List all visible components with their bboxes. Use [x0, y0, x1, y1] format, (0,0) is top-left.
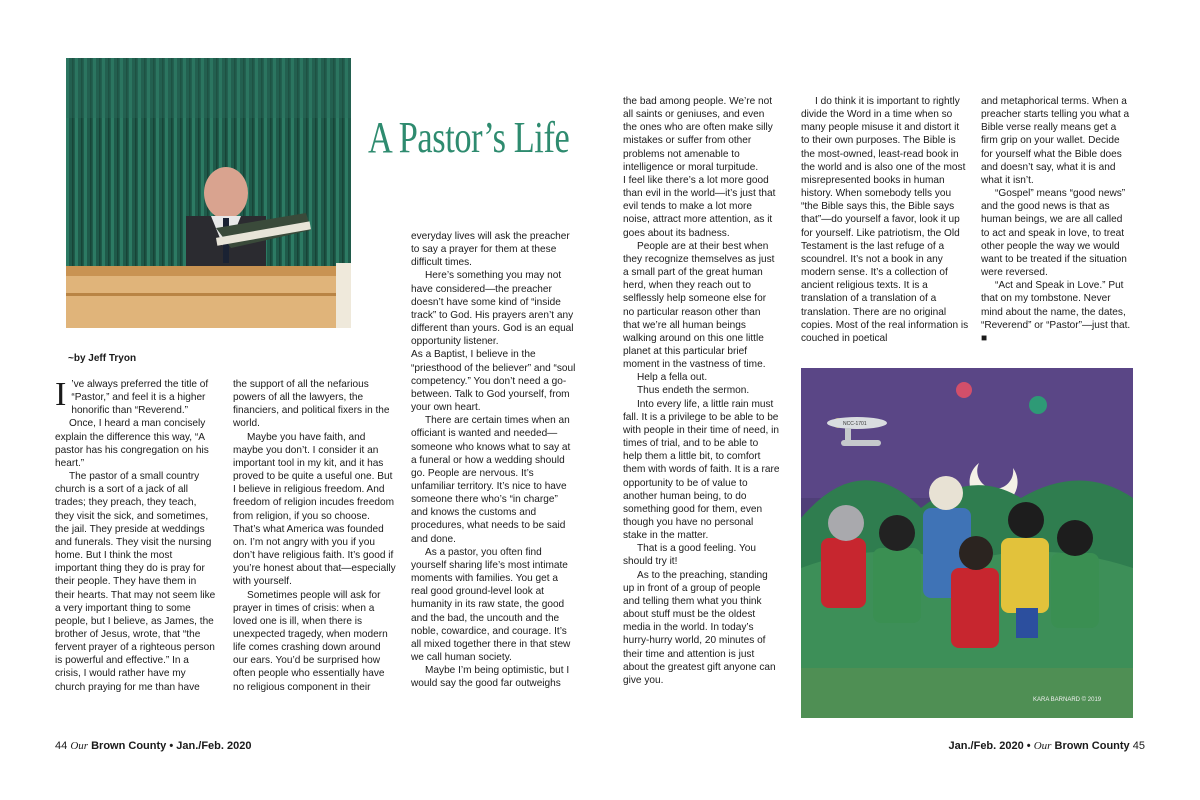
paragraph: Sometimes people will ask for prayer in times of crisis: when a loved one is ill, when there is unexpected tragedy, when modern life comes crashing down around our ears. You’d be surprised how often people who essentially have no religious component in their	[233, 589, 388, 693]
painting-signature: KARA BARNARD © 2019	[1033, 697, 1102, 703]
magazine-our-left: Our	[70, 740, 89, 752]
pastor-photo	[66, 58, 351, 328]
paragraph: Here’s something you may not have considered—the preacher doesn’t have some kind of “inside track” to God. His prayers aren’t any different than yours. God is an equal opportunity listener.	[411, 270, 574, 348]
column-4	[623, 95, 780, 687]
paragraph: the support of all the nefarious powers of all the lawyers, the financiers, and political fixers in the world.	[233, 379, 390, 430]
page-number-right: 45	[1132, 740, 1145, 752]
paragraph: As to the preaching, standing up in front of a group of people and telling them what you think about stuff must be the oldest media in the world. In today’s hurry-hurry world, 20 minutes of their time and attention is just about the greatest gift anyone can give you.	[623, 569, 776, 686]
byline: ~by Jeff Tryon	[68, 353, 137, 364]
paragraph: Once, I heard a man concisely explain the difference this way, “A pastor has his congregation on his heart.”	[55, 418, 209, 469]
footer-right	[949, 740, 1145, 752]
article-title: A Pastor’s Life	[368, 113, 570, 162]
magazine-name-left: Brown County	[91, 740, 167, 752]
paragraph: Maybe I’m being optimistic, but I would say the good far outweighs	[411, 665, 570, 690]
paragraph: “Gospel” means “good news” and the good news is that as human beings, we are all called to act and speak in love, to treat other people the way we would want to be treated if the situation were reversed.	[981, 188, 1127, 279]
paragraph: There are certain times when an officiant is wanted and needed—someone who knows what to say at a funeral or how a wedding should go. People are nervous. It’s unfamiliar territory. It’s nice to have someone there who’s “in charge” and knows the customs and procedures, what needs to be said and done.	[411, 415, 571, 545]
paragraph: Help a fella out.	[637, 372, 708, 384]
paragraph: everyday lives will ask the preacher to say a prayer for them at these difficult times.	[411, 231, 570, 269]
paragraph: As a Baptist, I believe in the “priesthood of the believer” and “soul competency.” You don’t need a go-between. Talk to God yourself, from your own heart.	[411, 349, 576, 414]
paragraph: I feel like there’s a lot more good than evil in the world—it’s just that evil tends to make a lot more noise, attract more attention, as it goes about its badness.	[623, 174, 776, 239]
star-trek-cats-painting	[801, 368, 1133, 718]
paragraph: People are at their best when they recognize themselves as just a small part of the great human herd, when they reach out to selflessly help someone else for no particular reason other than that we’re all human beings walking around on this one little planet at this particular brief moment in the vastness of time.	[623, 240, 775, 371]
magazine-our-right: Our	[1033, 740, 1052, 752]
column-5	[801, 95, 969, 345]
paragraph: The pastor of a small country church is a sort of a jack of all trades; they preach, they teach, they visit the sick, and sometimes, the jail. They preside at weddings and funerals. They visit the nursing home. But I think the most important thing they do is pray for their people. They have them in their hearts. That may not seem like a very important thing to some people, but I believe, as James, the brother of Jesus, wrote, that “the fervent prayer of a righteous person is powerful and effective.” In a crisis, I would rather have my church praying for me than have	[55, 471, 216, 693]
paragraph: Maybe you have faith, and maybe you don’t. I consider it an important tool in my kit, and it has proved to be quite a useful one. But I believe in religious freedom. And freedom of religion incudes freedom from religion, if you so choose. That’s what America was founded on. I’m not angry with you if you don’t have religious faith. It’s good if you’re honest about that—especially with yourself.	[233, 431, 396, 588]
drop-cap: I	[55, 376, 67, 413]
ship-label: NCC-1701	[843, 421, 867, 427]
paragraph: That is a good feeling. You should try it!	[623, 543, 756, 568]
paragraph: I do think it is important to rightly divide the Word in a time when so many people misuse it and distort it to their own purposes. The Bible is the most-owned, least-read book in the world and is also one of the most misrepresented books in human history. When somebody tells you “the Bible says this, the Bible says that”—do yourself a favor, look it up for yourself. Like patriotism, the Old Testament is the last refuge of a scoundrel. It’s not a book in any modern sense. It’s a collection of ancient religious texts. It is a translation of a translation of a translation. There are no original copies. Most of the real information is couched in poetical	[801, 96, 969, 344]
paragraph: and metaphorical terms. When a preacher starts telling you what a Bible verse really means get a firm grip on your wallet. Decide for yourself what the Bible does and doesn’t say, what it is and what it isn’t.	[981, 96, 1130, 186]
paragraph: “Act and Speak in Love.” Put that on my tombstone. Never mind about the name, the dates, “Reverend” or “Pastor”—just that. ■	[981, 280, 1131, 344]
page-number-left: 44	[55, 740, 68, 752]
column-3	[411, 230, 576, 690]
footer-left	[55, 740, 251, 752]
paragraph: I ’ve always preferred the title of “Pastor,” and feel it is a higher honorific than “Reverend.”	[55, 376, 209, 417]
paragraph: Into every life, a little rain must fall. It is a privilege to be able to be with people in their time of need, in times of trial, and to be able to help them a little bit, to comfort them with words of faith. It is a rare opportunity to be of value to another human being, to do something good for them, even though you have no personal stake in the matter.	[623, 398, 780, 542]
magazine-name-right: Brown County	[1054, 740, 1130, 752]
paragraph: the bad among people. We’re not all saints or geniuses, and even the ones who are often make silly mistakes or suffer from other problems not amenable to intelligence or moral turpitude.	[623, 96, 773, 173]
column-1	[55, 378, 217, 694]
paragraph: Thus endeth the sermon.	[637, 385, 750, 397]
paragraph: As a pastor, you often find yourself sharing life’s most intimate moments with families. You get a real good ground-level look at humanity in its raw state, the good and the bad, the uncouth and the noble, cowardice, and courage. It’s all mixed together there in that stew we call human society.	[411, 546, 571, 663]
issue-date-right: Jan./Feb. 2020 •	[948, 740, 1031, 752]
column-2	[233, 378, 397, 694]
column-6	[981, 95, 1133, 345]
issue-date-left: • Jan./Feb. 2020	[169, 740, 252, 752]
